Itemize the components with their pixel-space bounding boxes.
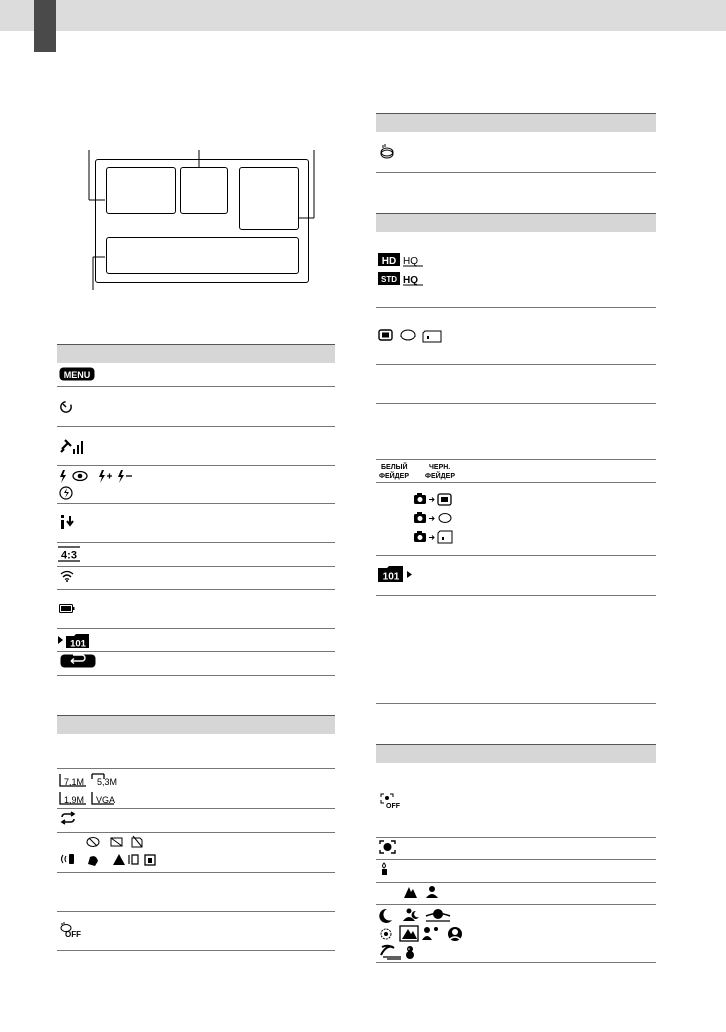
photo-size-icons [57,773,137,807]
scene-mode-icons [378,907,468,961]
row-divider [376,555,656,556]
folder-101-icon [58,633,92,649]
svg-text:STD: STD [381,275,397,284]
row-divider [376,904,656,905]
row-divider [57,872,335,873]
svg-text:ЧЕРН.: ЧЕРН. [429,464,451,471]
row-divider [376,595,656,596]
svg-text:ФЕЙДЕР: ФЕЙДЕР [425,473,455,480]
gps-signal-icon [59,437,85,455]
svg-text:1,9M: 1,9M [64,795,85,805]
mic-level-icon [60,514,78,530]
copy-destination-icons [413,491,459,547]
media-icons [378,326,448,346]
svg-text:4:3: 4:3 [61,549,77,562]
table5-header [376,744,656,763]
row-divider [57,465,335,466]
menu-button-icon [59,367,95,381]
row-divider [57,503,335,504]
top-band [0,0,726,31]
row-divider [376,403,656,404]
svg-text:101: 101 [382,571,400,583]
aspect-4-3-icon [58,546,80,562]
table4-header [376,213,656,232]
flash-icons [58,469,148,501]
section-tab [34,0,56,52]
svg-text:БЕЛЫЙ: БЕЛЫЙ [381,464,408,471]
svg-text:OFF: OFF [65,930,81,938]
area-top-center [180,167,228,214]
area-bottom [106,237,299,274]
svg-text:OFF: OFF [386,803,400,809]
hd-std-quality-icons [378,252,428,288]
area-top-right [239,167,299,230]
row-divider [57,426,335,427]
row-divider [57,386,335,387]
battery-icon [59,604,75,613]
candle-icon [380,862,390,876]
face-priority-icon [379,840,397,854]
svg-text:5,3M: 5,3M [97,777,118,787]
row-divider [376,172,656,173]
row-divider [376,482,656,483]
svg-text:HQ: HQ [403,256,418,267]
row-divider [376,837,656,838]
back-button-icon [60,654,96,668]
svg-text:HQ: HQ [403,275,418,286]
row-divider [57,589,335,590]
repeat-icon [58,811,78,825]
row-divider [376,859,656,860]
folder-101-play-icon [378,565,414,583]
row-divider [57,566,335,567]
row-divider [57,808,335,809]
row-divider [376,962,656,963]
row-divider [376,459,656,460]
row-divider [57,911,335,912]
row-divider [376,364,656,365]
row-divider [57,675,335,676]
row-divider [376,703,656,704]
wireless-icon [60,570,74,582]
area-top-left [106,167,176,214]
svg-text:MENU: MENU [63,370,91,380]
face-detect-off-icon [380,793,400,809]
hdd-icon [378,142,396,160]
row-divider [376,882,656,883]
table3-header [376,113,656,132]
row-divider [376,307,656,308]
self-timer-icon [59,399,73,413]
fader-icons [378,461,468,481]
table1-header [57,344,335,363]
table2-header [57,715,335,734]
row-divider [57,542,335,543]
warning-icons [60,835,170,869]
landscape-portrait-icons [400,884,440,900]
svg-text:7,1M: 7,1M [64,777,85,787]
svg-text:101: 101 [70,638,86,649]
row-divider [57,651,335,652]
hdd-off-icon [58,922,84,938]
row-divider [57,628,335,629]
row-divider [57,950,335,951]
svg-text:VGA: VGA [96,795,116,805]
svg-text:HD: HD [381,256,397,267]
row-divider [57,832,335,833]
row-divider [57,768,335,769]
svg-text:ФЕЙДЕР: ФЕЙДЕР [379,473,409,480]
